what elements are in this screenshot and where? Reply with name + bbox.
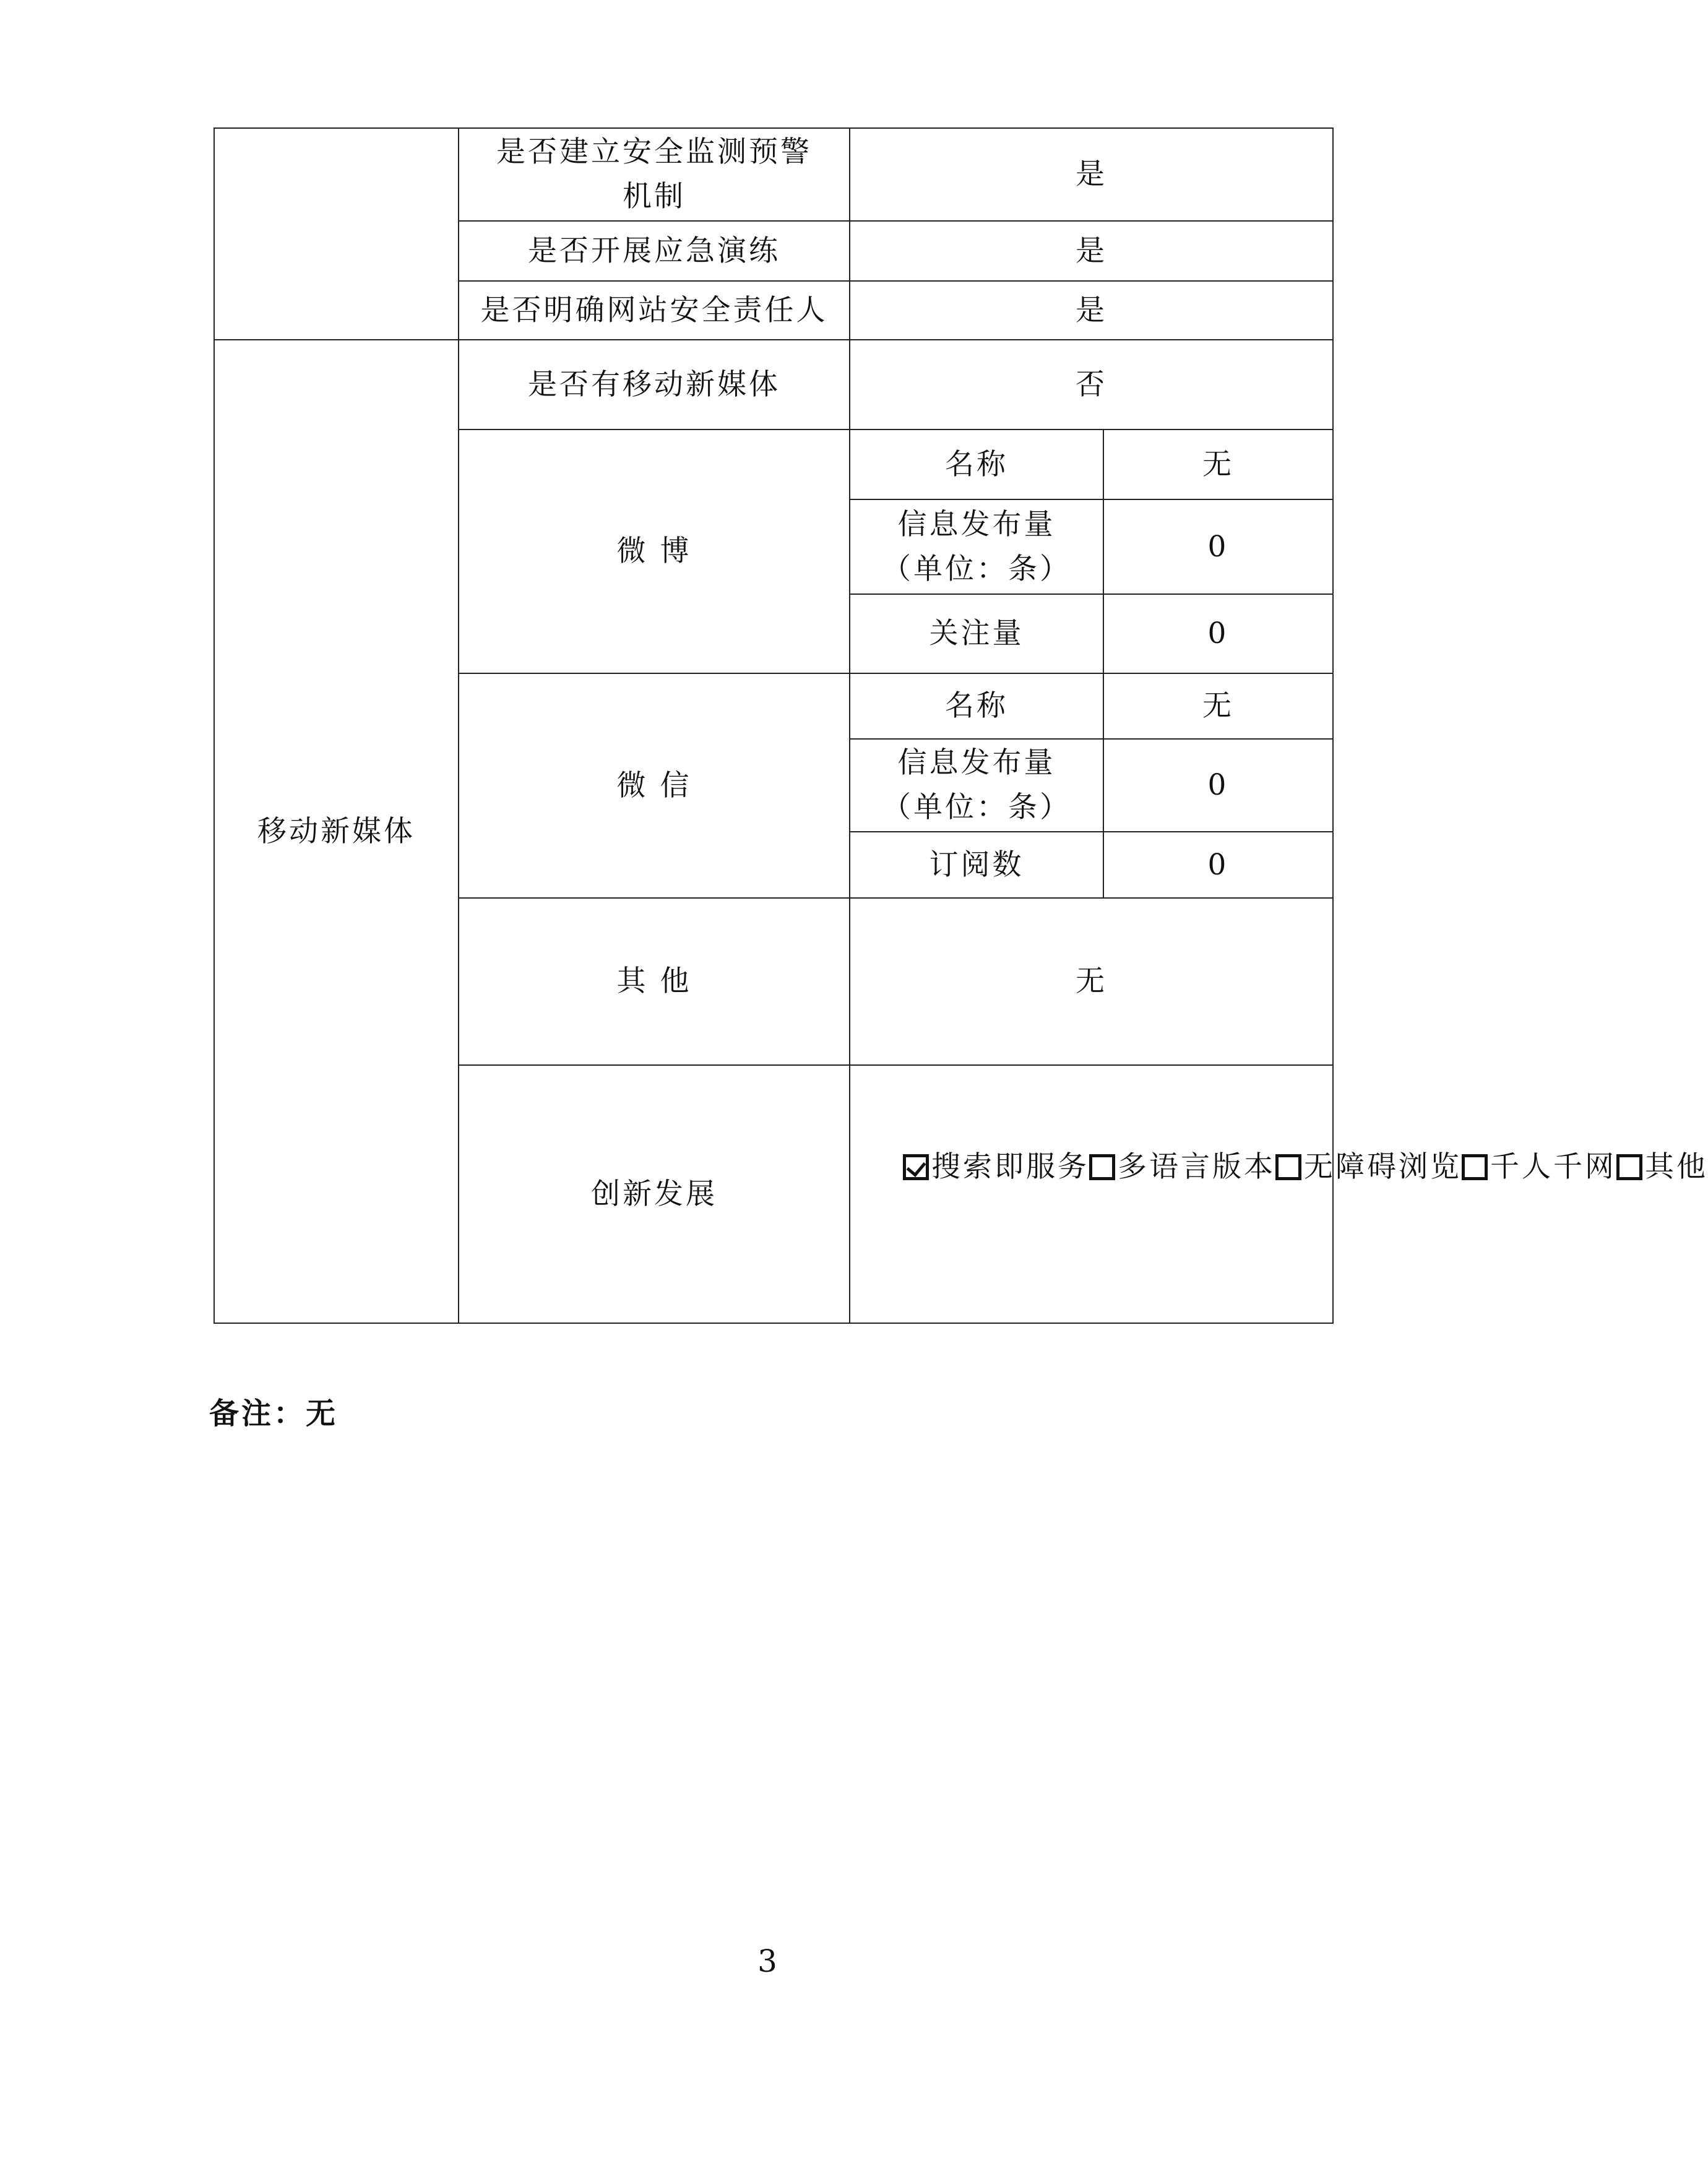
owner-value: 是 — [850, 281, 1333, 340]
option-label: 其他 — [1645, 1149, 1708, 1184]
drill-value: 是 — [850, 221, 1333, 281]
wechat-subscribers-label: 订阅数 — [850, 832, 1103, 898]
weibo-name-value: 无 — [1103, 429, 1333, 499]
page-number: 3 — [757, 1943, 777, 1979]
option-accessibility[interactable] — [1275, 1150, 1462, 1184]
wechat-name-value: 无 — [1103, 673, 1333, 739]
other-media-value: 无 — [850, 898, 1333, 1065]
weibo-posts-value: 0 — [1103, 499, 1333, 594]
wechat-name-label: 名称 — [850, 673, 1103, 739]
wechat-posts-value: 0 — [1103, 739, 1333, 832]
monitoring-label: 是否建立安全监测预警 机制 — [459, 128, 850, 221]
option-personalized[interactable] — [1462, 1150, 1616, 1184]
remark-note: 备注：无 — [209, 1396, 339, 1431]
weibo-followers-value: 0 — [1103, 594, 1333, 673]
wechat-label: 微 信 — [459, 673, 850, 898]
weibo-label: 微 博 — [459, 429, 850, 673]
owner-label: 是否明确网站安全责任人 — [459, 281, 850, 340]
security-section-cell — [214, 128, 459, 340]
table-row — [214, 128, 1333, 221]
checkbox-icon[interactable] — [1616, 1154, 1642, 1180]
checkbox-checked-icon[interactable] — [903, 1154, 929, 1180]
weibo-name-label: 名称 — [850, 429, 1103, 499]
checkbox-icon[interactable] — [1275, 1154, 1301, 1180]
wechat-subscribers-value: 0 — [1103, 832, 1333, 898]
option-search-service[interactable] — [903, 1150, 1089, 1184]
innovation-checklist — [903, 1145, 1708, 1189]
option-label: 搜索即服务 — [931, 1149, 1089, 1184]
option-label: 多语言版本 — [1118, 1149, 1275, 1184]
report-table — [214, 127, 1708, 1324]
has-mobile-label: 是否有移动新媒体 — [459, 340, 850, 429]
drill-label: 是否开展应急演练 — [459, 221, 850, 281]
innovation-options — [850, 1065, 1708, 1323]
monitoring-value: 是 — [850, 128, 1333, 221]
other-media-label: 其 他 — [459, 898, 850, 1065]
table-row — [214, 340, 1333, 429]
checkbox-icon[interactable] — [1462, 1154, 1488, 1180]
innovation-section-label: 创新发展 — [459, 1065, 850, 1323]
weibo-followers-label: 关注量 — [850, 594, 1103, 673]
option-label: 千人千网 — [1490, 1149, 1616, 1184]
weibo-posts-label: 信息发布量 （单位：条） — [850, 499, 1103, 594]
checkbox-icon[interactable] — [1089, 1154, 1115, 1180]
option-label: 无障碍浏览 — [1304, 1149, 1462, 1184]
option-other[interactable] — [1616, 1150, 1708, 1184]
has-mobile-value: 否 — [850, 340, 1333, 429]
option-multilingual[interactable] — [1089, 1150, 1275, 1184]
mobile-section-label: 移动新媒体 — [214, 340, 459, 1323]
wechat-posts-label: 信息发布量 （单位：条） — [850, 739, 1103, 832]
